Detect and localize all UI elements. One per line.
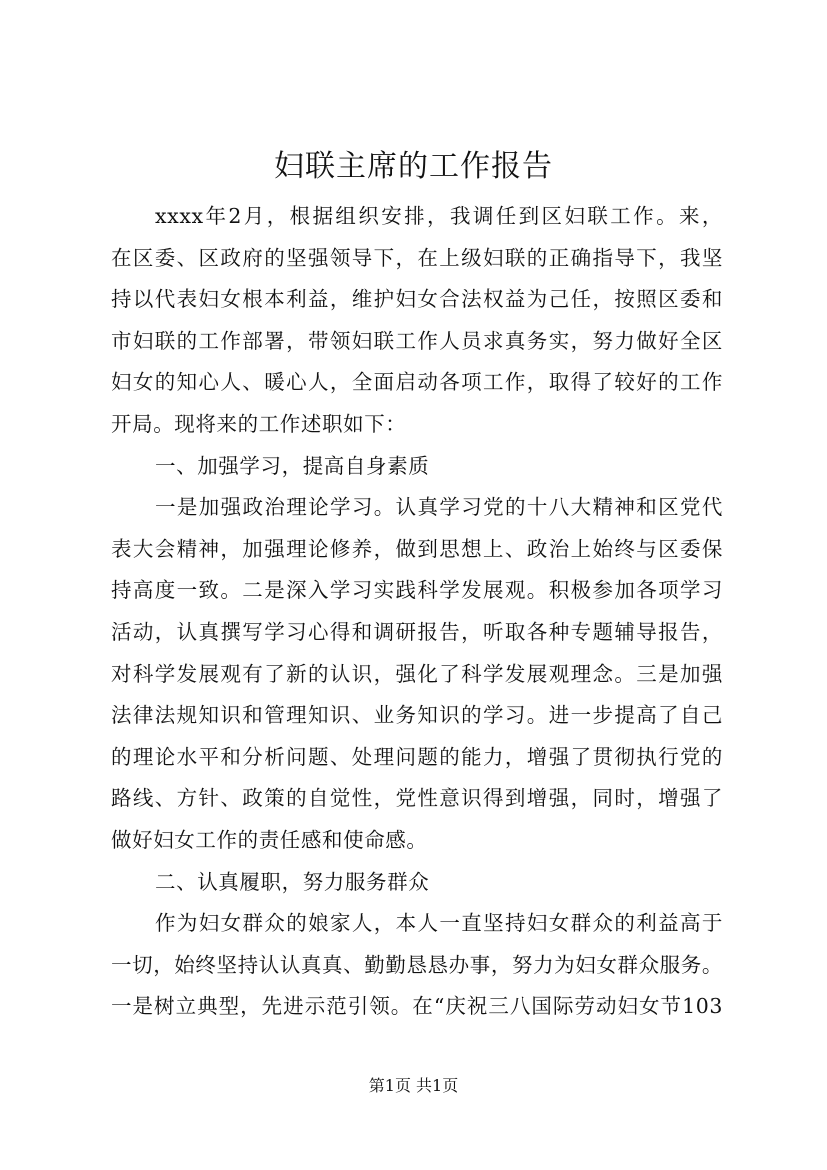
body-line: 对科学发展观有了新的认识，强化了科学发展观理念。三是加强 — [111, 661, 723, 686]
body-line: 持高度一致。二是深入学习实践科学发展观。积极参加各项学习 — [111, 578, 723, 603]
body-line: 的理论水平和分析问题、处理问题的能力，增强了贯彻执行党的 — [111, 744, 723, 769]
body-line: 妇女的知心人、暖心人，全面启动各项工作，取得了较好的工作 — [111, 370, 723, 395]
body-line: 一是加强政治理论学习。认真学习党的十八大精神和区党代 — [155, 495, 723, 520]
body-line: 市妇联的工作部署，带领妇联工作人员求真务实，努力做好全区 — [111, 328, 723, 353]
body-line: 一切，始终坚持认认真真、勤勤恳恳办事，努力为妇女群众服务。 — [111, 952, 723, 977]
body-line: xxxx年2月，根据组织安排，我调任到区妇联工作。来， — [155, 204, 723, 228]
body-line: 表大会精神，加强理论修养，做到思想上、政治上始终与区委保 — [111, 536, 723, 561]
document-body — [111, 196, 723, 1028]
body-line: 作为妇女群众的娘家人，本人一直坚持妇女群众的利益高于 — [155, 911, 723, 936]
body-line: 开局。现将来的工作述职如下： — [111, 411, 407, 436]
body-line: 法律法规知识和管理知识、业务知识的学习。进一步提高了自己 — [111, 703, 723, 728]
document-title: 妇联主席的工作报告 — [274, 149, 553, 184]
section-heading: 一、加强学习，提高自身素质 — [155, 453, 430, 478]
page-footer: 第1页 共1页 — [368, 1076, 459, 1095]
body-line: 路线、方针、政策的自觉性，党性意识得到增强，同时，增强了 — [111, 786, 723, 811]
body-line: 一是树立典型，先进示范引领。在“庆祝三八国际劳动妇女节103 — [111, 994, 723, 1019]
body-line: 做好妇女工作的责任感和使命感。 — [111, 827, 428, 852]
section-heading: 二、认真履职，努力服务群众 — [155, 869, 430, 894]
body-line: 活动，认真撰写学习心得和调研报告，听取各种专题辅导报告， — [111, 619, 723, 644]
body-line: 在区委、区政府的坚强领导下，在上级妇联的正确指导下，我坚 — [111, 245, 723, 270]
body-line: 持以代表妇女根本利益，维护妇女合法权益为己任，按照区委和 — [111, 287, 723, 312]
